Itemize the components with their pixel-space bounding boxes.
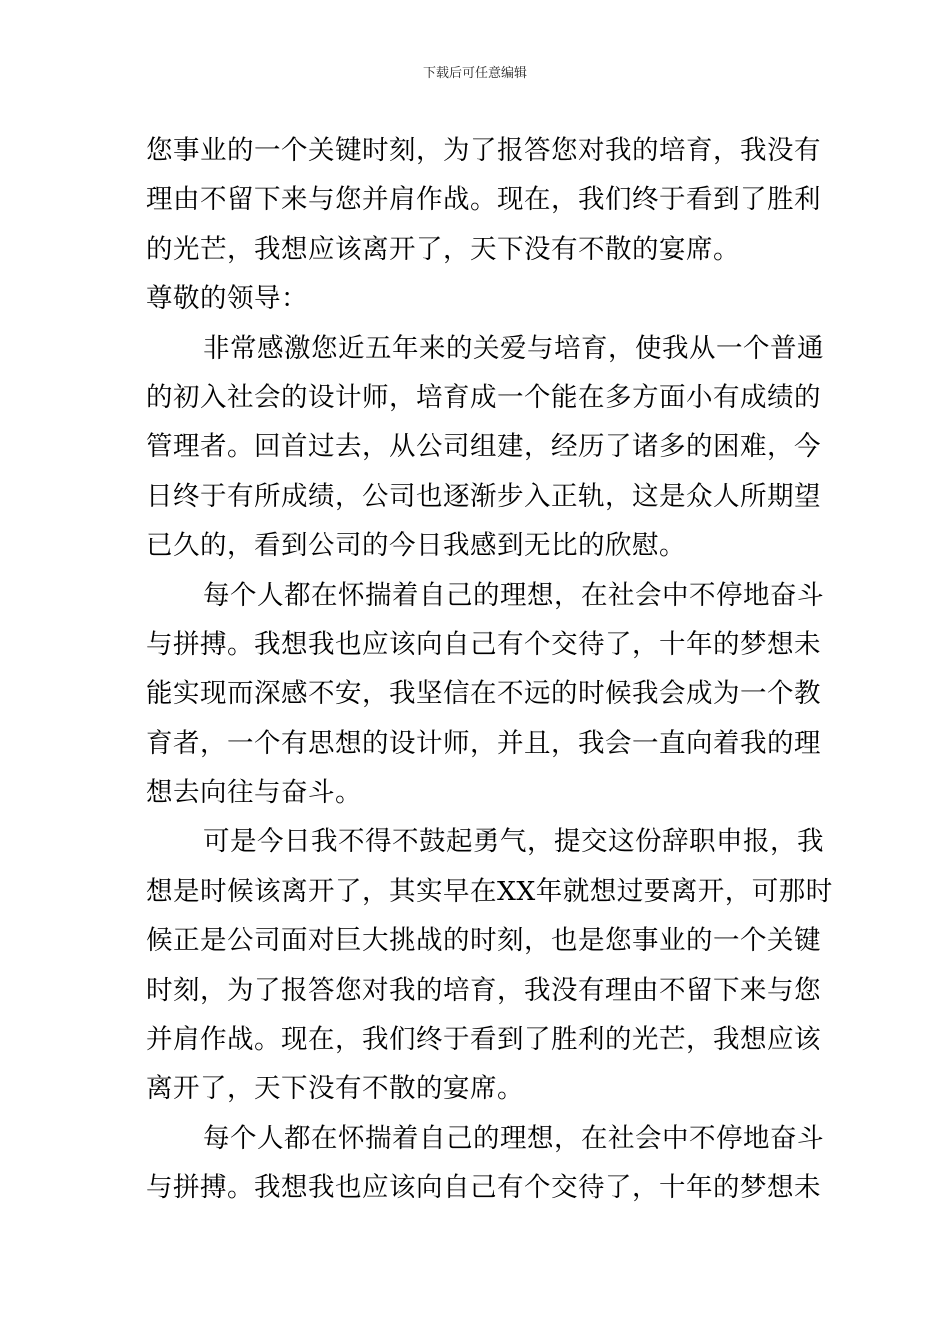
text-line: 的光芒，我想应该离开了，天下没有不散的宴席。 [146, 233, 740, 265]
text-line: 想是时候该离开了，其实早在XX年就想过要离开，可那时 [146, 875, 833, 907]
text-line: 与拼搏。我想我也应该向自己有个交待了，十年的梦想未 [146, 1172, 821, 1204]
text-line: 候正是公司面对巨大挑战的时刻，也是您事业的一个关键 [146, 925, 821, 957]
page-header: 下载后可任意编辑 [422, 66, 527, 81]
text-line: 可是今日我不得不鼓起勇气，提交这份辞职申报，我 [203, 826, 824, 858]
text-line: 已久的，看到公司的今日我感到无比的欣慰。 [146, 530, 686, 562]
text-line: 非常感激您近五年来的关爱与培育，使我从一个普通 [203, 332, 824, 364]
salutation [146, 274, 806, 323]
paragraph [146, 126, 821, 274]
paragraph [146, 1114, 824, 1213]
text-line: 每个人都在怀揣着自己的理想，在社会中不停地奋斗 [203, 579, 824, 611]
text-line: 并肩作战。现在，我们终于看到了胜利的光芒，我想应该 [146, 1024, 821, 1056]
text-line: 管理者。回首过去，从公司组建，经历了诸多的困难，今 [146, 431, 821, 463]
text-line: 能实现而深感不安，我坚信在不远的时候我会成为一个教 [146, 678, 821, 710]
text-line: 理由不留下来与您并肩作战。现在，我们终于看到了胜利 [146, 184, 821, 216]
text-line: 您事业的一个关键时刻，为了报答您对我的培育，我没有 [146, 135, 821, 166]
text-line: 的初入社会的设计师，培育成一个能在多方面小有成绩的 [146, 381, 821, 413]
document-body [146, 126, 833, 1213]
text-line: 尊敬的领导： [146, 283, 308, 315]
text-line: 日终于有所成绩，公司也逐渐步入正轨，这是众人所期望 [146, 480, 821, 512]
text-line: 想去向往与奋斗。 [146, 777, 362, 809]
paragraph [146, 817, 833, 1113]
text-line: 时刻，为了报答您对我的培育，我没有理由不留下来与您 [146, 974, 821, 1006]
paragraph [146, 571, 824, 818]
text-line: 离开了，天下没有不散的宴席。 [146, 1073, 524, 1105]
text-line: 育者，一个有思想的设计师，并且，我会一直向着我的理 [146, 727, 821, 759]
paragraph [146, 324, 824, 571]
text-line: 每个人都在怀揣着自己的理想，在社会中不停地奋斗 [203, 1122, 824, 1154]
text-line: 与拼搏。我想我也应该向自己有个交待了，十年的梦想未 [146, 628, 821, 660]
